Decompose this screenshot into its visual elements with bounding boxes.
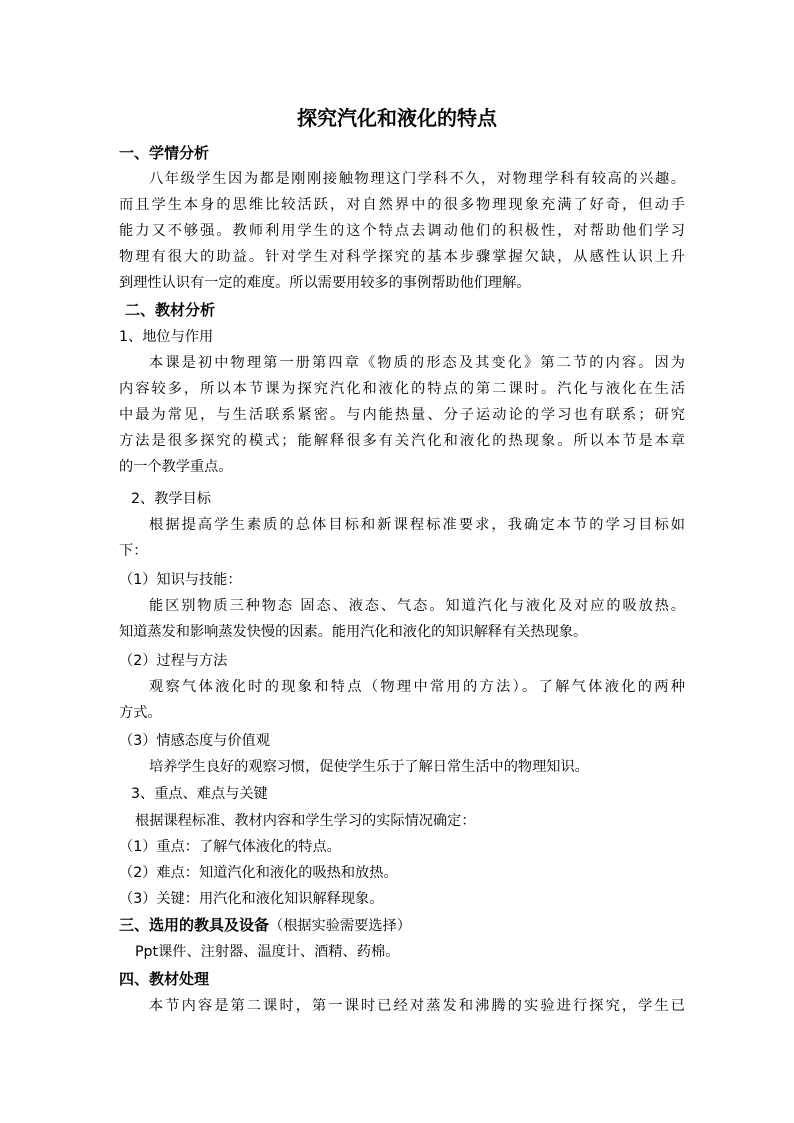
paragraph-line: 八年级学生因为都是刚刚接触物理这门学科不久，对物理学科有较高的兴趣。 bbox=[149, 171, 685, 187]
subheading-key-points: 3、重点、难点与关键 bbox=[131, 786, 268, 802]
key-point-item: （1）重点：了解气体液化的特点。 bbox=[119, 839, 341, 855]
section-heading-material-handling: 四、教材处理 bbox=[119, 970, 210, 988]
paragraph-line: Ppt课件、注射器、温度计、酒精、药棉。 bbox=[135, 944, 400, 960]
paragraph-line: 观察气体液化时的现象和特点（物理中常用的方法）。了解气体液化的两种 bbox=[149, 679, 685, 695]
paragraph-line: 到理性认识有一定的难度。所以需要用较多的事例帮助他们理解。 bbox=[119, 275, 531, 291]
document-title: 探究汽化和液化的特点 bbox=[297, 106, 497, 130]
paragraph-line: 能力又不够强。教师利用学生的这个特点去调动他们的积极性，对帮助他们学习 bbox=[119, 223, 685, 239]
section-heading-equipment: 三、选用的教具及设备 bbox=[119, 916, 270, 934]
key-point-item: （3）关键：用汽化和液化知识解释现象。 bbox=[119, 891, 384, 907]
subheading-teaching-goals: 2、教学目标 bbox=[131, 491, 211, 507]
paragraph-line: 而且学生本身的思维比较活跃，对自然界中的很多物理现象充满了好奇，但动手 bbox=[119, 197, 685, 213]
paragraph-line: 方法是很多探究的模式；能解释很多有关汽化和液化的热现象。所以本节是本章 bbox=[119, 433, 685, 449]
paragraph-line: 根据提高学生素质的总体目标和新课程标准要求，我确定本节的学习目标如 bbox=[149, 517, 685, 533]
paragraph-line: 下： bbox=[119, 543, 148, 559]
section-heading-note: （根据实验需要选择） bbox=[269, 918, 411, 934]
paragraph-line: 内容较多，所以本节课为探究汽化和液化的特点的第二课时。汽化与液化在生活 bbox=[119, 381, 685, 397]
paragraph-line: 物理有很大的助益。针对学生对科学探究的基本步骤掌握欠缺，从感性认识上升 bbox=[119, 249, 685, 265]
paragraph-line: 方式。 bbox=[119, 705, 162, 721]
paragraph-line: 根据课程标准、教材内容和学生学习的实际情况确定： bbox=[135, 813, 476, 829]
paragraph-line: 能区别物质三种物态 固态、液态、气态。知道汽化与液化及对应的吸放热。 bbox=[149, 598, 685, 614]
subheading-position-role: 1、地位与作用 bbox=[119, 329, 214, 345]
paragraph-line: 本课是初中物理第一册第四章《物质的形态及其变化》第二节的内容。因为 bbox=[149, 355, 685, 371]
goal-heading-attitude: （3）情感态度与价值观 bbox=[119, 733, 270, 749]
paragraph-line: 知道蒸发和影响蒸发快慢的因素。能用汽化和液化的知识解释有关热现象。 bbox=[119, 624, 588, 640]
paragraph-line: 中最为常见，与生活联系紧密。与内能热量、分子运动论的学习也有联系；研究 bbox=[119, 407, 685, 423]
key-point-item: （2）难点：知道汽化和液化的吸热和放热。 bbox=[119, 865, 398, 881]
goal-heading-knowledge: （1）知识与技能： bbox=[119, 572, 242, 588]
goal-heading-process: （2）过程与方法 bbox=[119, 653, 228, 669]
section-heading-learning-analysis: 一、学情分析 bbox=[119, 144, 210, 162]
paragraph-line: 培养学生良好的观察习惯，促使学生乐于了解日常生活中的物理知识。 bbox=[149, 759, 589, 775]
section-heading-textbook-analysis: 二、教材分析 bbox=[125, 301, 216, 319]
paragraph-line: 本节内容是第二课时，第一课时已经对蒸发和沸腾的实验进行探究，学生已 bbox=[149, 998, 685, 1014]
paragraph-line: 的一个教学重点。 bbox=[119, 459, 233, 475]
section-heading-equipment-line bbox=[119, 912, 411, 938]
